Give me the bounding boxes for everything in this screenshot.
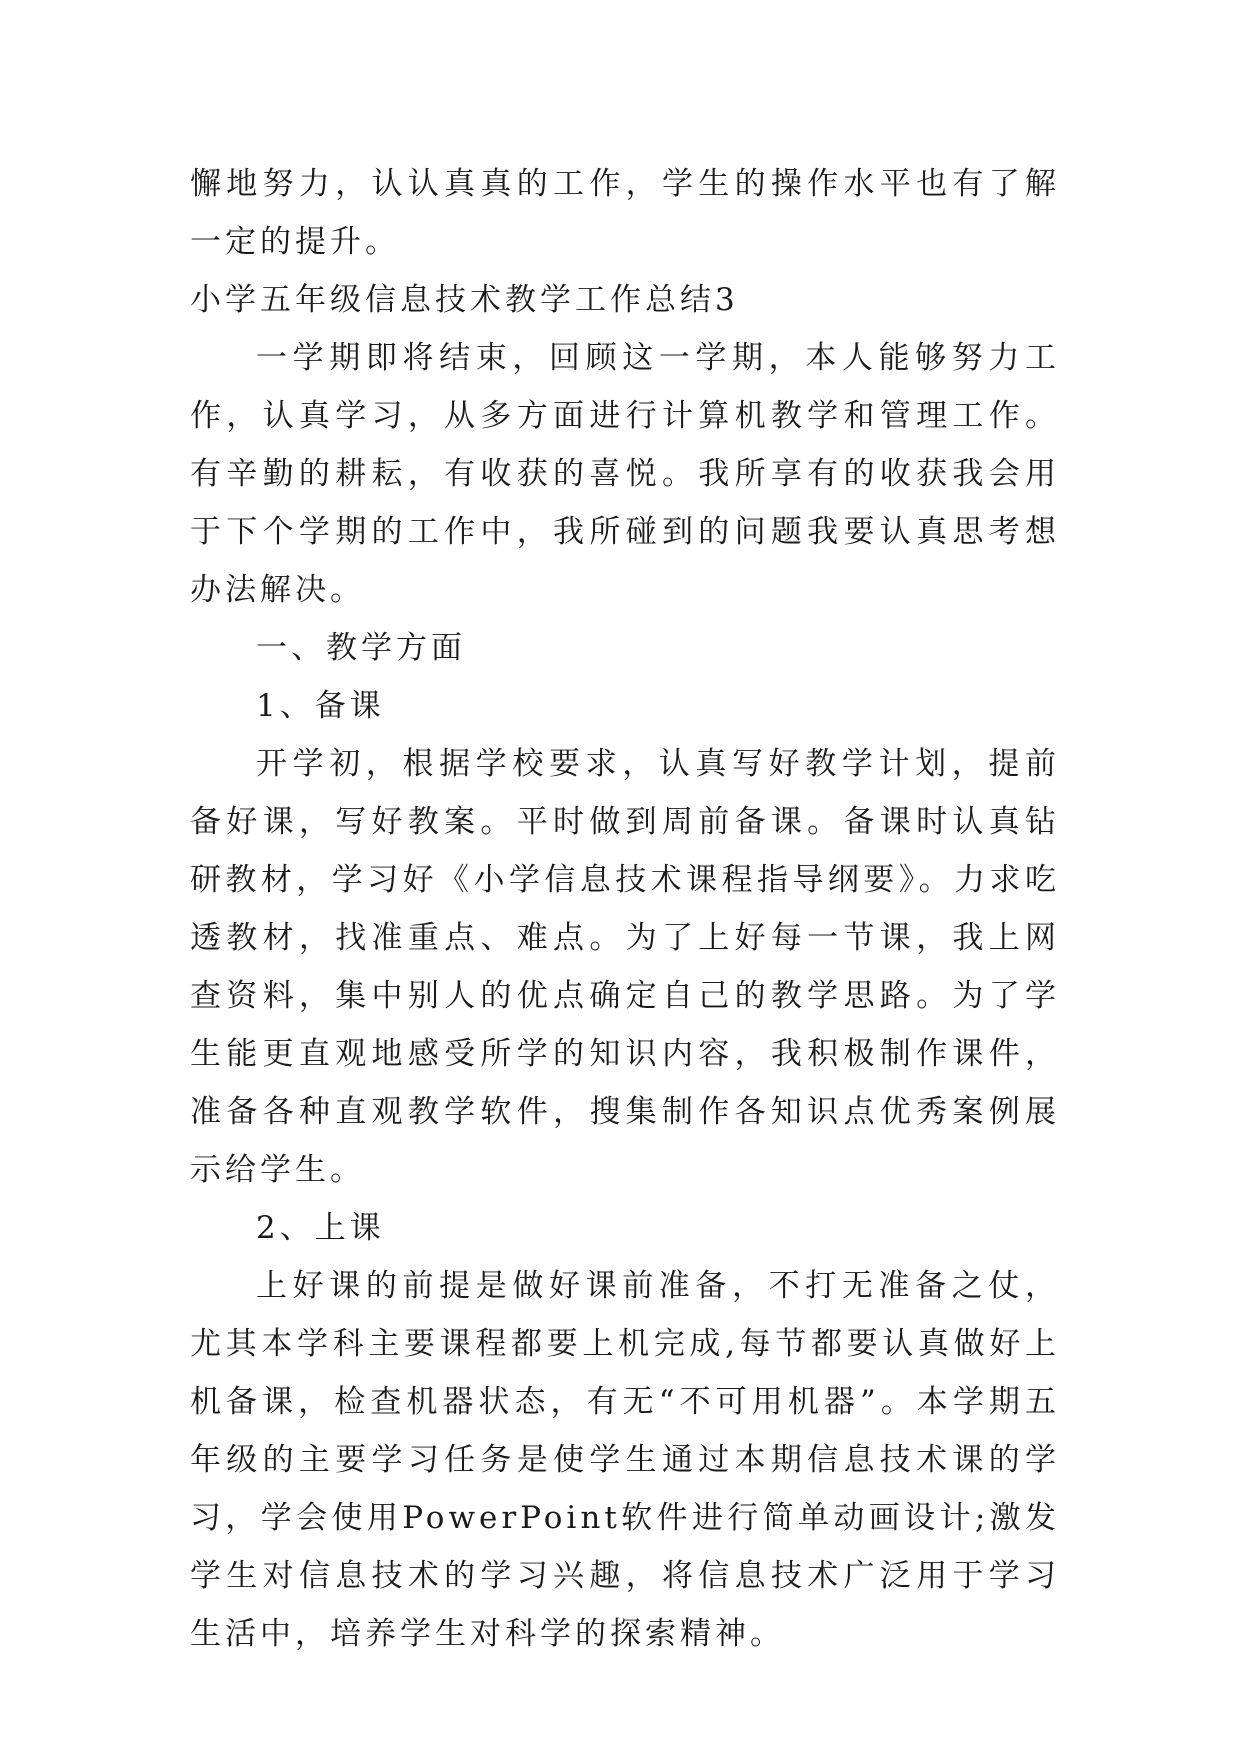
paragraph-continuation: 懈地努力，认认真真的工作，学生的操作水平也有了解一定的提升。: [190, 166, 1060, 260]
paragraph-class: 上好课的前提是做好课前准备，不打无准备之仗，尤其本学科主要课程都要上机完成,每节都要认真做好上机备课，检查机器状态，有无“不可用机器”。本学期五年级的主要学习任务是使学生通过本期信息技术课的学习，学会使用PowerPoint软件进行简单动画设计;激发学生对信息技术的学习兴趣，将信息技术广泛用于学习生活中，培养学生对科学的探索精神。: [190, 1268, 1060, 1652]
section-title: 小学五年级信息技术教学工作总结3: [190, 282, 739, 318]
paragraph-lesson-prep: 开学初，根据学校要求，认真写好教学计划，提前备好课，写好教案。平时做到周前备课。备课时认真钻研教材，学习好《小学信息技术课程指导纲要》。力求吃透教材，找准重点、难点。为了上好每一节课，我上网查资料，集中别人的优点确定自己的教学思路。为了学生能更直观地感受所学的知识内容，我积极制作课件，准备各种直观教学软件，搜集制作各知识点优秀案例展示给学生。: [190, 746, 1060, 1188]
paragraph-intro: 一学期即将结束，回顾这一学期，本人能够努力工作，认真学习，从多方面进行计算机教学和管理工作。有辛勤的耕耘，有收获的喜悦。我所享有的收获我会用于下个学期的工作中，我所碰到的问题我要认真思考想办法解决。: [190, 340, 1060, 608]
heading-lesson-prep: 1、备课: [256, 688, 385, 724]
heading-teaching: 一、教学方面: [256, 630, 466, 666]
document-body: [190, 155, 1060, 1663]
heading-class: 2、上课: [256, 1210, 385, 1246]
